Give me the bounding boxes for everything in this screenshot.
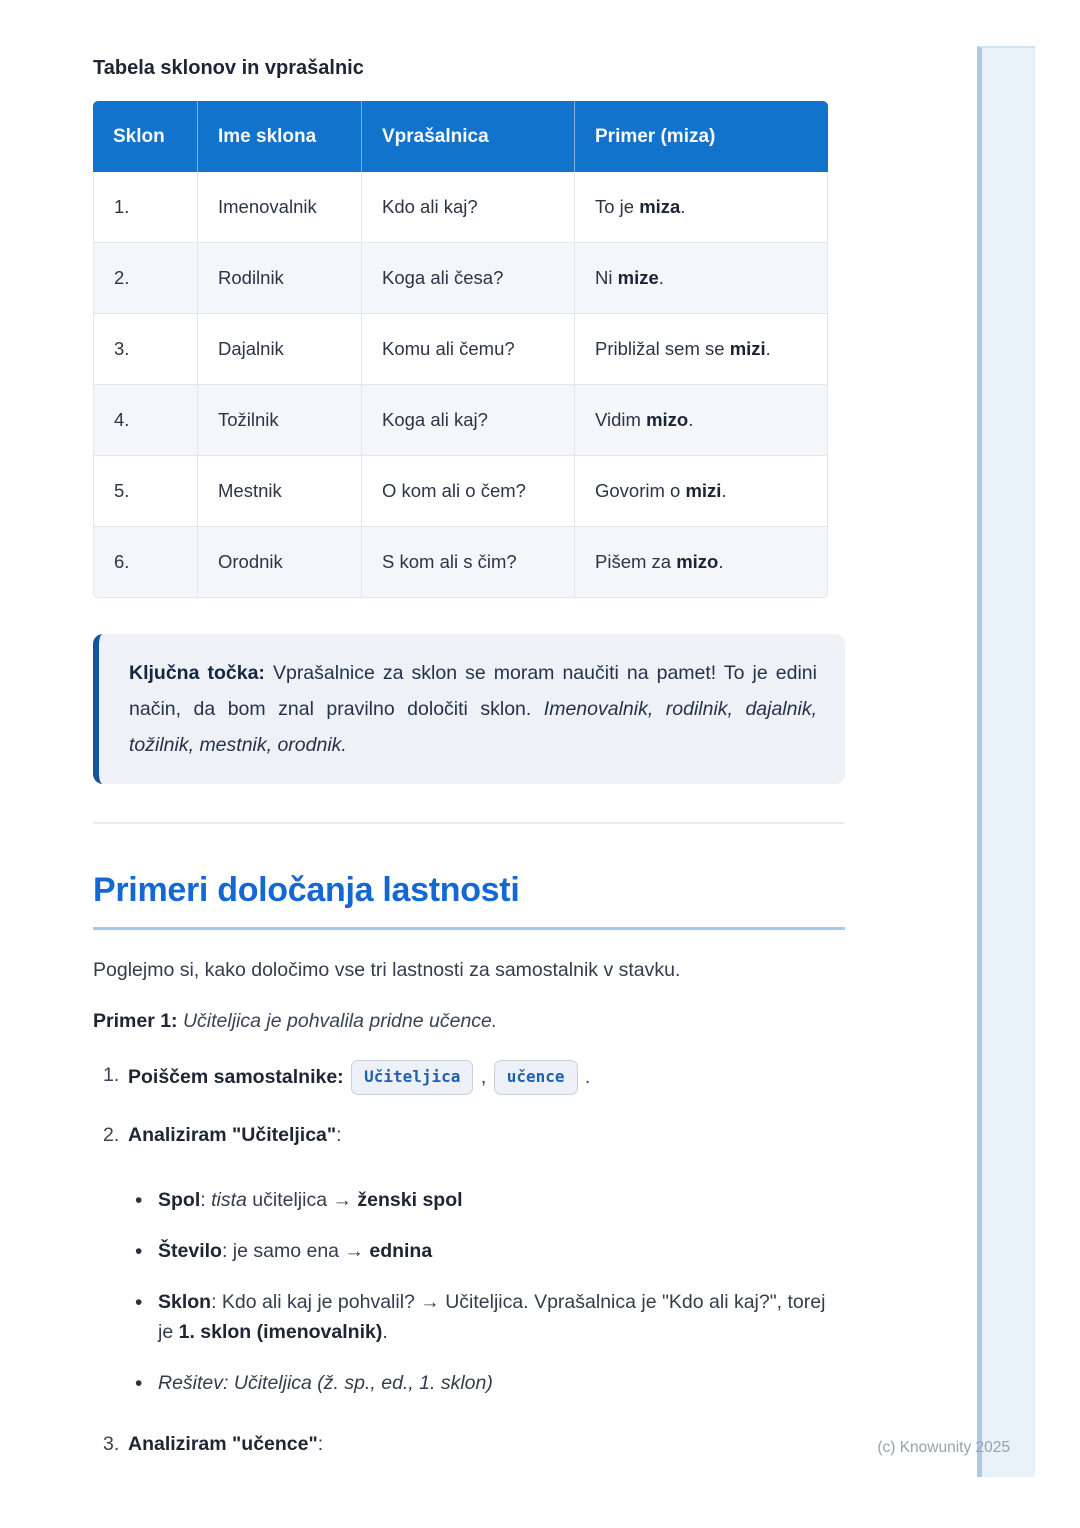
table-row: [93, 456, 828, 527]
key-point-label: Ključna točka:: [129, 662, 265, 684]
table-row: [93, 314, 828, 385]
analysis-bullet-list: [93, 1185, 845, 1399]
table-row: [93, 243, 828, 314]
noun-badge: Učiteljica: [351, 1060, 473, 1095]
copyright-watermark: (c) Knowunity 2025: [877, 1439, 1010, 1456]
step-2: 2. Analiziram "Učiteljica":: [93, 1120, 845, 1151]
section-divider: [93, 822, 845, 824]
table-row: [93, 385, 828, 456]
column-header-vprasalnica: Vprašalnica: [362, 101, 575, 172]
next-page-edge: [977, 46, 1035, 1477]
case-example: To je miza.: [575, 172, 828, 243]
case-example: Vidim mizo.: [575, 385, 828, 456]
bullet-spol: • Spol: tista učiteljica → ženski spol: [135, 1185, 845, 1216]
case-number: 4.: [93, 385, 198, 456]
case-question: Kdo ali kaj?: [362, 172, 575, 243]
case-name: Orodnik: [198, 527, 362, 598]
case-example: Ni mize.: [575, 243, 828, 314]
step-number: 1.: [103, 1064, 120, 1087]
case-name: Rodilnik: [198, 243, 362, 314]
example-sentence-line: [93, 1010, 845, 1033]
case-question: Koga ali kaj?: [362, 385, 575, 456]
case-example: Govorim o mizi.: [575, 456, 828, 527]
step-3: 3. Analiziram "učence":: [93, 1429, 845, 1460]
step-number: 2.: [103, 1123, 120, 1146]
case-number: 5.: [93, 456, 198, 527]
intro-paragraph: Poglejmo si, kako določimo vse tri lastnosti za samostalnik v stavku.: [93, 959, 681, 982]
section-title: Tabela sklonov in vprašalnic: [93, 57, 364, 79]
bullet-resitev: • Rešitev: Učiteljica (ž. sp., ed., 1. sklon): [135, 1368, 845, 1399]
key-point-callout: [93, 634, 845, 784]
case-example: Pišem za mizo.: [575, 527, 828, 598]
key-point-text: Ključna točka: Vprašalnice za sklon se moram naučiti na pamet! To je edini način, da bom znal pravilno določiti sklon. Imenovalnik, rodilnik, dajalnik, tožilnik, mestnik, orodnik.: [129, 662, 817, 757]
step-number: 3.: [103, 1432, 120, 1455]
noun-badge: učence: [494, 1060, 578, 1095]
column-header-ime-sklona: Ime sklona: [198, 101, 362, 172]
document-page: [93, 0, 845, 1485]
case-name: Tožilnik: [198, 385, 362, 456]
table-row: [93, 172, 828, 243]
step-1: 1. Poiščem samostalnike: Učiteljica , učence .: [93, 1060, 845, 1095]
section-heading-wrap: [93, 871, 845, 930]
page-heading: Primeri določanja lastnosti: [93, 871, 520, 910]
bullet-stevilo: • Število: je samo ena → ednina: [135, 1236, 845, 1267]
case-name: Mestnik: [198, 456, 362, 527]
example-sentence: Učiteljica je pohvalila pridne učence.: [182, 1010, 498, 1033]
case-name: Imenovalnik: [198, 172, 362, 243]
table-row: [93, 527, 828, 598]
case-question: Koga ali česa?: [362, 243, 575, 314]
case-number: 1.: [93, 172, 198, 243]
case-name: Dajalnik: [198, 314, 362, 385]
column-header-primer: Primer (miza): [575, 101, 828, 172]
case-question: S kom ali s čim?: [362, 527, 575, 598]
example-label: Primer 1:: [93, 1010, 178, 1033]
column-header-sklon: Sklon: [93, 101, 198, 172]
case-number: 6.: [93, 527, 198, 598]
case-question: Komu ali čemu?: [362, 314, 575, 385]
cases-table: [93, 101, 828, 598]
case-question: O kom ali o čem?: [362, 456, 575, 527]
case-number: 3.: [93, 314, 198, 385]
case-example: Približal sem se mizi.: [575, 314, 828, 385]
analysis-steps: [93, 1060, 845, 1460]
case-number: 2.: [93, 243, 198, 314]
bullet-sklon: • Sklon: Kdo ali kaj je pohvalil? → Učiteljica. Vprašalnica je "Kdo ali kaj?", torej je 1. sklon (imenovalnik).: [135, 1287, 845, 1349]
table-header-row: [93, 101, 828, 172]
